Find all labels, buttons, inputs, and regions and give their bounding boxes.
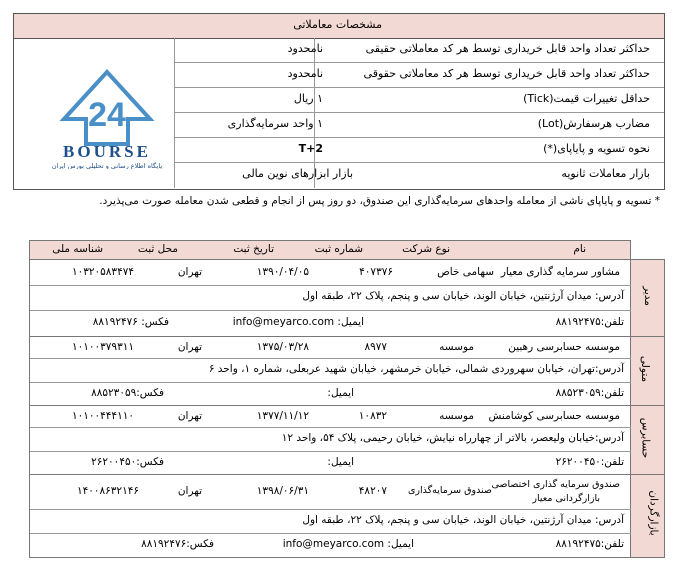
email[interactable]: ایمیل: info@meyarco.com bbox=[232, 316, 364, 328]
national-id: ۱۰۱۰۰۳۷۹۳۱۱ bbox=[71, 341, 134, 353]
spec-label: حداکثر تعداد واحد قابل خریداری توسط هر کد معاملاتی حقوقی bbox=[363, 67, 650, 80]
reg-no: ۸۹۷۷ bbox=[364, 341, 387, 353]
address: آدرس: میدان آرژنتین، خیابان الوند، خیابان سی و پنجم، پلاک ۲۲، طبقه اول bbox=[302, 514, 624, 526]
company-type: موسسه bbox=[439, 341, 474, 353]
phone: تلفن:۲۶۲۰۰۴۵۰ bbox=[555, 456, 624, 468]
pillars-header-row bbox=[29, 240, 631, 260]
national-id: ۱۴۰۰۸۶۳۲۱۴۶ bbox=[76, 485, 139, 497]
spec-value: ۱ واحد سرمایه‌گذاری bbox=[227, 117, 323, 130]
section-market-maker bbox=[29, 474, 665, 558]
spec-value: ۱ ریال bbox=[293, 92, 323, 105]
section-custodian bbox=[29, 336, 665, 406]
company-name: مشاور سرمایه گذاری معیار bbox=[500, 266, 620, 278]
trading-specs-header bbox=[14, 14, 664, 39]
company-name-line2: بازارگردانی معیار bbox=[532, 493, 600, 504]
spec-row bbox=[174, 138, 664, 163]
address: آدرس: میدان آرژنتین، خیابان الوند، خیابان سی و پنجم، پلاک ۲۲، طبقه اول bbox=[302, 290, 624, 302]
reg-place: تهران bbox=[177, 266, 202, 278]
reg-place: تهران bbox=[177, 485, 202, 497]
reg-date: ۱۳۷۷/۱۱/۱۲ bbox=[256, 410, 309, 422]
phone: تلفن:۸۸۵۲۳۰۵۹ bbox=[555, 387, 624, 399]
spec-label: مضارب هرسفارش(Lot) bbox=[537, 117, 650, 130]
company-name: صندوق سرمایه گذاری اختصاصی bbox=[491, 479, 620, 490]
phone: تلفن:۸۸۱۹۲۴۷۵ bbox=[555, 538, 624, 550]
header-reg-no: شماره ثبت bbox=[314, 243, 363, 255]
fax: فکس:۲۶۲۰۰۴۵۰ bbox=[91, 456, 164, 468]
spec-row bbox=[174, 113, 664, 138]
role-label: بازارگردان bbox=[647, 490, 660, 536]
fax: فکس: ۸۸۱۹۲۴۷۶ bbox=[92, 316, 169, 328]
role-label: مدیر bbox=[642, 286, 655, 306]
role-label: حسابرس bbox=[639, 417, 652, 459]
spec-row bbox=[174, 88, 664, 113]
reg-date: ۱۳۹۸/۰۶/۳۱ bbox=[256, 485, 309, 497]
spec-label: نحوه تسویه و پایاپای(*) bbox=[543, 142, 650, 155]
header-type: نوع شرکت bbox=[402, 243, 450, 255]
header-name: نام bbox=[573, 243, 586, 255]
header-reg-date: تاریخ ثبت bbox=[233, 243, 274, 255]
spec-value: T+2 bbox=[298, 142, 323, 155]
role-label: متولی bbox=[638, 355, 651, 383]
trading-specs-table bbox=[13, 13, 665, 190]
reg-place: تهران bbox=[177, 410, 202, 422]
address: آدرس:خیابان ولیعصر، بالاتر از چهارراه نیایش، خیابان رحیمی، پلاک ۵۴، واحد ۱۲ bbox=[281, 432, 624, 444]
email: ایمیل: bbox=[327, 456, 354, 468]
spec-value: نامحدود bbox=[287, 67, 323, 80]
fax: فکس:۸۸۱۹۲۴۷۶ bbox=[141, 538, 214, 550]
section-manager bbox=[29, 259, 665, 337]
spec-label: بازار معاملات ثانویه bbox=[561, 167, 650, 180]
company-type: موسسه bbox=[439, 410, 474, 422]
reg-no: ۴۸۲۰۷ bbox=[358, 485, 387, 497]
company-type: صندوق سرمایه‌گذاری bbox=[408, 485, 492, 496]
svg-text:پایگاه اطلاع رسانی و تحلیلی بو: پایگاه اطلاع رسانی و تحلیلی بورس ایران bbox=[51, 162, 163, 169]
reg-no: ۱۰۸۳۲ bbox=[358, 410, 387, 422]
bourse24-logo-graphic bbox=[32, 64, 182, 169]
bourse24-logo bbox=[32, 64, 182, 169]
reg-no: ۴۰۷۳۷۶ bbox=[359, 266, 393, 278]
reg-date: ۱۳۹۰/۰۴/۰۵ bbox=[256, 266, 309, 278]
settlement-footnote: * تسویه و پایاپای ناشی از معامله واحدهای سرمایه‌گذاری این صندوق، دو روز پس از انجام و قطعی شدن معامله صورت می‌پذیرد. bbox=[99, 195, 660, 207]
header-place: محل ثبت bbox=[137, 243, 178, 255]
spec-value: بازار ابزارهای نوین مالی bbox=[242, 167, 353, 180]
email[interactable]: ایمیل: info@meyarco.com bbox=[282, 538, 414, 550]
fax: فکس:۸۸۵۲۳۰۵۹ bbox=[91, 387, 164, 399]
header-national-id: شناسه ملی bbox=[52, 243, 103, 255]
national-id: ۱۰۳۲۰۵۸۳۴۷۴ bbox=[71, 266, 134, 278]
company-name: موسسه حسابرسی رهبین bbox=[508, 341, 620, 353]
company-type: سهامی خاص bbox=[437, 266, 494, 278]
spec-row bbox=[174, 163, 664, 187]
spec-label: حداکثر تعداد واحد قابل خریداری توسط هر کد معاملاتی حقیقی bbox=[365, 42, 650, 55]
address: آدرس:تهران، خیابان سهروردی شمالی، خیابان خرمشهر، خیابان شهید عربعلی، شماره ۱، واحد ۶ bbox=[208, 363, 624, 375]
spec-label: حداقل تغییرات قیمت(Tick) bbox=[523, 92, 650, 105]
email: ایمیل: bbox=[327, 387, 354, 399]
reg-date: ۱۳۷۵/۰۳/۲۸ bbox=[256, 341, 309, 353]
spec-row bbox=[174, 63, 664, 88]
pillars-table bbox=[29, 240, 663, 560]
company-name: موسسه حسابرسی کوشامنش bbox=[488, 410, 620, 422]
spec-value: نامحدود bbox=[287, 42, 323, 55]
svg-text:24: 24 bbox=[88, 96, 126, 134]
section-auditor bbox=[29, 405, 665, 475]
spec-row bbox=[174, 38, 664, 63]
national-id: ۱۰۱۰۰۴۴۴۱۱۰ bbox=[71, 410, 134, 422]
reg-place: تهران bbox=[177, 341, 202, 353]
svg-text:BOURSE: BOURSE bbox=[63, 142, 151, 161]
phone: تلفن:۸۸۱۹۲۴۷۵ bbox=[555, 316, 624, 328]
trading-specs-title: مشخصات معاملاتی bbox=[293, 18, 382, 31]
